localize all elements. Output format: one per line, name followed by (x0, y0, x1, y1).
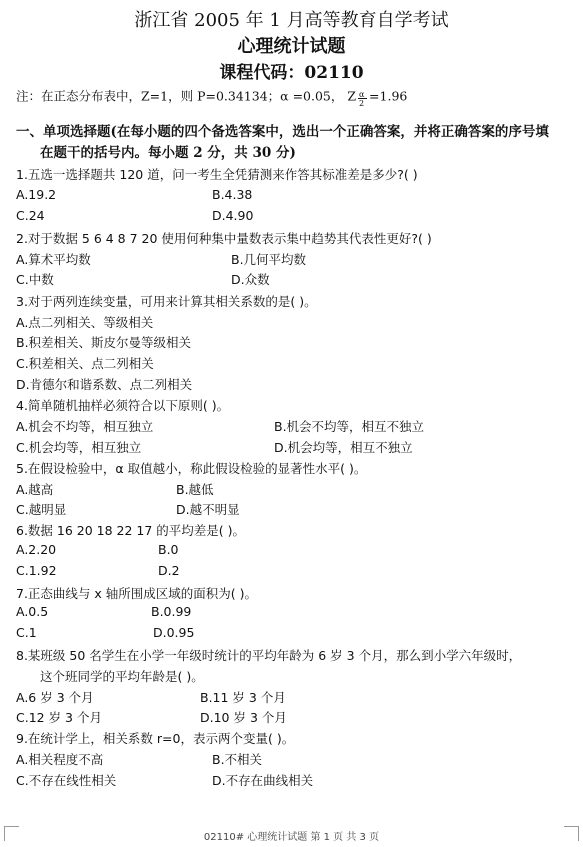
section-heading (16, 122, 572, 164)
question-6-option-a: A.2.20 (16, 542, 57, 557)
question-4-option-d: D.机会均等，相互不独立 (274, 440, 413, 455)
question-5-option-c: C.越明显 (16, 502, 67, 517)
question-4-option-b: B.机会不均等，相互不独立 (274, 419, 425, 434)
question-6-option-c: C.1.92 (16, 563, 57, 578)
question-9-option-c: C.不存在线性相关 (16, 773, 117, 788)
question-1-stem: 1.五选一选择题共 120 道，问一考生全凭猜测来作答其标准差是多少?( ) (16, 167, 418, 182)
question-5-option-b: B.越低 (176, 482, 214, 497)
question-4-option-c: C.机会均等，相互独立 (16, 440, 142, 455)
question-5-stem: 5.在假设检验中，α 取值越小，称此假设检验的显著性水平( )。 (16, 461, 367, 476)
note-line (16, 86, 407, 108)
subscript-denominator: 2 (359, 99, 365, 108)
question-1-option-b: B.4.38 (212, 187, 253, 202)
z-subscript-fraction (357, 86, 369, 108)
question-7-stem: 7.正态曲线与 x 轴所围成区域的面积为( )。 (16, 586, 257, 601)
question-3-option-d: D.肯德尔和谐系数、点二列相关 (16, 377, 193, 392)
question-2-option-d: D.众数 (231, 272, 270, 287)
question-1-option-c: C.24 (16, 208, 45, 223)
question-8-option-a: A.6 岁 3 个月 (16, 690, 94, 705)
question-8-stem-continued: 这个班同学的平均年龄是( )。 (40, 669, 204, 684)
question-4-stem: 4.简单随机抽样必须符合以下原则( )。 (16, 398, 230, 413)
question-4-option-a: A.机会不均等，相互独立 (16, 419, 154, 434)
question-7-option-a: A.0.5 (16, 604, 49, 619)
question-8-option-c: C.12 岁 3 个月 (16, 710, 102, 725)
question-7-option-b: B.0.99 (151, 604, 192, 619)
question-5-option-d: D.越不明显 (176, 502, 240, 517)
question-1-option-d: D.4.90 (212, 208, 254, 223)
question-2-stem: 2.对于数据 5 6 4 8 7 20 使用何种集中量数表示集中趋势其代表性更好?( ) (16, 231, 432, 246)
question-3-stem: 3.对于两列连续变量，可用来计算其相关系数的是( )。 (16, 294, 317, 309)
question-1-option-a: A.19.2 (16, 187, 57, 202)
question-2-option-b: B.几何平均数 (231, 252, 307, 267)
section-heading-line2: 在题干的括号内。每小题 2 分，共 30 分) (40, 145, 296, 161)
section-heading-line1: 一、单项选择题(在每小题的四个备选答案中，选出一个正确答案，并将正确答案的序号填 (16, 124, 549, 140)
question-3-option-b: B.积差相关、斯皮尔曼等级相关 (16, 335, 192, 350)
question-3-option-a: A.点二列相关、等级相关 (16, 315, 154, 330)
subscript-numerator: α (359, 90, 365, 99)
question-6-option-b: B.0 (158, 542, 179, 557)
course-code: 课程代码：02110 (219, 63, 364, 83)
page-footer: 02110# 心理统计试题 第 1 页 共 3 页 (203, 832, 380, 843)
question-9-option-b: B.不相关 (212, 752, 263, 767)
exam-header-title: 浙江省 2005 年 1 月高等教育自学考试 (134, 10, 449, 31)
question-2-option-c: C.中数 (16, 272, 54, 287)
question-5-option-a: A.越高 (16, 482, 54, 497)
note-text: 注：在正态分布表中，Z=1，则 P=0.34134；α =0.05， Z (16, 88, 357, 104)
note-tail: =1.96 (369, 88, 408, 104)
exam-subject-title: 心理统计试题 (237, 36, 346, 57)
question-6-stem: 6.数据 16 20 18 22 17 的平均差是( )。 (16, 523, 246, 538)
question-9-option-a: A.相关程度不高 (16, 752, 104, 767)
question-3-option-c: C.积差相关、点二列相关 (16, 356, 154, 371)
question-8-stem: 8.某班级 50 名学生在小学一年级时统计的平均年龄为 6 岁 3 个月，那么到小学六年级时， (16, 648, 522, 663)
question-7-option-d: D.0.95 (153, 625, 195, 640)
question-8-option-d: D.10 岁 3 个月 (200, 710, 287, 725)
question-9-stem: 9.在统计学上，相关系数 r=0，表示两个变量( )。 (16, 731, 295, 746)
question-7-option-c: C.1 (16, 625, 37, 640)
question-8-option-b: B.11 岁 3 个月 (200, 690, 286, 705)
question-6-option-d: D.2 (158, 563, 180, 578)
question-9-option-d: D.不存在曲线相关 (212, 773, 314, 788)
question-2-option-a: A.算术平均数 (16, 252, 91, 267)
